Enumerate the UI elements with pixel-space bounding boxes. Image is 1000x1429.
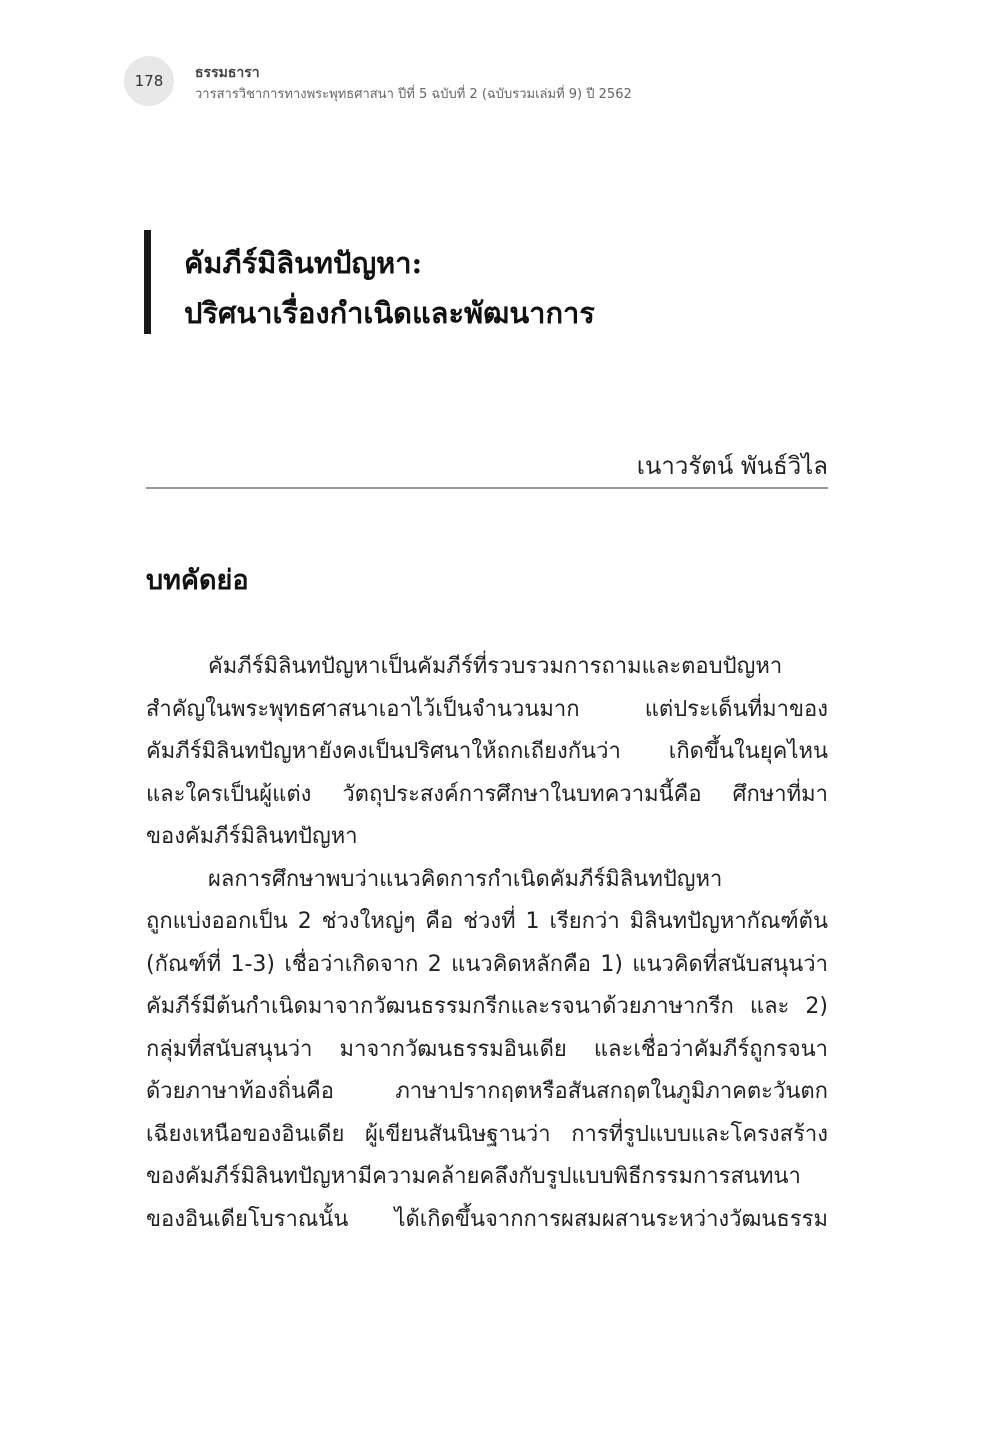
abstract-body bbox=[146, 646, 828, 1241]
journal-subtitle: วารสารวิชาการทางพระพุทธศาสนา ปีที่ 5 ฉบับที่ 2 (ฉบับรวมเล่มที่ 9) ปี 2562 bbox=[195, 87, 632, 102]
page-number: 178 bbox=[134, 72, 164, 90]
article-title bbox=[184, 238, 595, 338]
abstract-line: เฉียงเหนือของอินเดีย ผู้เขียนสันนิษฐานว่า การที่รูปแบบและโครงสร้าง bbox=[146, 1121, 828, 1147]
title-accent-bar bbox=[144, 230, 151, 334]
abstract-line: (กัณฑ์ที่ 1-3) เชื่อว่าเกิดจาก 2 แนวคิดหลักคือ 1) แนวคิดที่สนับสนุนว่า bbox=[146, 951, 828, 977]
abstract-line: คัมภีร์มิลินทปัญหายังคงเป็นปริศนาให้ถกเถียงกันว่า เกิดขึ้นในยุคไหน bbox=[146, 739, 828, 764]
abstract-heading: บทคัดย่อ bbox=[146, 565, 249, 596]
abstract-line: ถูกแบ่งออกเป็น 2 ช่วงใหญ่ๆ คือ ช่วงที่ 1 เรียกว่า มิลินทปัญหากัณฑ์ต้น bbox=[146, 909, 828, 934]
abstract-line: ของคัมภีร์มิลินทปัญหา bbox=[146, 824, 358, 849]
abstract-line: สำคัญในพระพุทธศาสนาเอาไว้เป็นจำนวนมาก แต่ประเด็นที่มาของ bbox=[146, 696, 828, 722]
author-name: เนาวรัตน์ พันธ์วิไล bbox=[636, 452, 828, 480]
article-title-line-2: ปริศนาเรื่องกำเนิดและพัฒนาการ bbox=[184, 296, 595, 330]
abstract-line: คัมภีร์มีต้นกำเนิดมาจากวัฒนธรรมกรีกและรจนาด้วยภาษากรีก และ 2) bbox=[146, 994, 828, 1019]
abstract-line: ของคัมภีร์มิลินทปัญหามีความคล้ายคลึงกับรูปแบบพิธีกรรมการสนทนา bbox=[146, 1164, 801, 1189]
abstract-line: ด้วยภาษาท้องถิ่นคือ ภาษาปรากฤตหรือสันสกฤตในภูมิภาคตะวันตก bbox=[146, 1079, 828, 1104]
abstract-line: กลุ่มที่สนับสนุนว่า มาจากวัฒนธรรมอินเดีย และเชื่อว่าคัมภีร์ถูกรจนา bbox=[146, 1036, 828, 1062]
abstract-line: ของอินเดียโบราณนั้น ได้เกิดขึ้นจากการผสมผสานระหว่างวัฒนธรรม bbox=[146, 1206, 828, 1232]
page-number-badge bbox=[124, 56, 174, 106]
divider-line bbox=[146, 487, 828, 489]
abstract-line: ผลการศึกษาพบว่าแนวคิดการกำเนิดคัมภีร์มิลินทปัญหา bbox=[208, 866, 723, 892]
abstract-line: และใครเป็นผู้แต่ง วัตถุประสงค์การศึกษาในบทความนี้คือ ศึกษาที่มา bbox=[146, 781, 828, 807]
article-title-line-1: คัมภีร์มิลินทปัญหา: bbox=[184, 246, 423, 280]
journal-name: ธรรมธารา bbox=[195, 65, 260, 81]
abstract-line: คัมภีร์มิลินทปัญหาเป็นคัมภีร์ที่รวบรวมการถามและตอบปัญหา bbox=[208, 654, 783, 679]
